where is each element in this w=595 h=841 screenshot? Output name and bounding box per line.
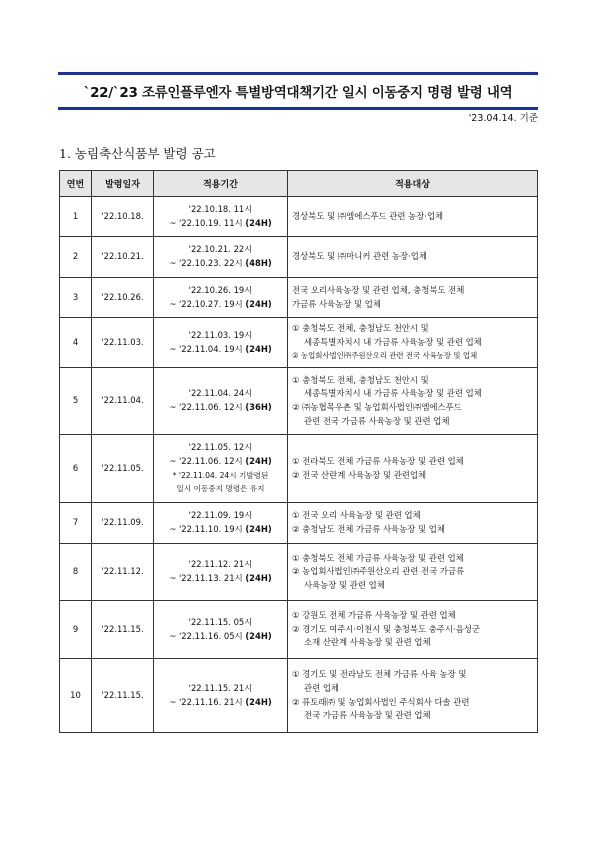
row-target (288, 435, 538, 503)
period-start: '22.11.09. 19시 (188, 510, 253, 521)
period-duration: (24H) (245, 573, 272, 583)
period-end: ~ '22.10.19. 11시 (169, 217, 243, 228)
period-start: '22.11.15. 05시 (188, 616, 253, 627)
period-duration: (24H) (245, 343, 272, 354)
target-line: ① 경기도 및 전라남도 전체 가금류 사육 농장 및 (292, 669, 467, 680)
header-target: 적용대상 (288, 171, 538, 197)
target-line: 경상북도 및 ㈜마니커 관련 농장·업체 (292, 251, 427, 262)
period-end: ~ '22.11.06. 12시 (169, 402, 243, 412)
row-period (154, 197, 288, 237)
target-line: ① 충청북도 전체, 충청남도 천안시 및 (292, 374, 429, 385)
row-target (288, 237, 538, 278)
period-end: ~ '22.10.27. 19시 (169, 298, 243, 309)
row-no: 7 (60, 503, 92, 544)
period-start: '22.11.15. 21시 (188, 682, 253, 693)
table-row (60, 601, 538, 659)
row-date: '22.11.04. (92, 368, 154, 435)
table-row (60, 318, 538, 368)
row-date: '22.11.15. (92, 659, 154, 733)
period-note: * '22.11.04. 24시 기발령된 (172, 470, 269, 480)
section-heading: 1. 농림축산식품부 발령 공고 (59, 146, 216, 161)
table-row (60, 197, 538, 237)
period-start: '22.11.04. 24시 (188, 388, 253, 399)
target-line: 소재 산란계 사육농장 및 관련 업체 (304, 637, 431, 648)
document-title-box (58, 72, 538, 110)
row-target (288, 318, 538, 368)
row-date: '22.11.09. (92, 503, 154, 544)
period-end: ~ '22.10.23. 22시 (169, 258, 243, 268)
row-period (154, 237, 288, 278)
row-date: '22.11.03. (92, 318, 154, 368)
target-line: ① 전국 오리 사육농장 및 관련 업체 (292, 510, 421, 521)
target-line: ① 강원도 전체 가금류 사육농장 및 관련 업체 (292, 610, 456, 621)
target-line: ② 충청남도 전체 가금류 사육농장 및 업체 (292, 524, 445, 534)
row-target (288, 659, 538, 733)
table-row (60, 659, 538, 733)
row-period (154, 318, 288, 368)
row-target (288, 601, 538, 659)
row-period (154, 503, 288, 544)
target-line: 세종특별자치시 내 가금류 사육농장 및 관련 업체 (304, 388, 482, 399)
table-row (60, 278, 538, 318)
period-duration: (36H) (245, 402, 272, 412)
target-line: 전국 가금류 사육농장 및 관련 업체 (304, 710, 431, 721)
target-line: ② 경기도 여주시·이천시 및 충청북도 충주시·음성군 (292, 623, 480, 634)
target-line: 세종특별자치시 내 가금류 사육농장 및 관련 업체 (304, 336, 482, 347)
period-end: ~ '22.11.13. 21시 (169, 573, 243, 583)
row-target (288, 197, 538, 237)
row-target (288, 368, 538, 435)
row-no: 3 (60, 278, 92, 318)
row-date: '22.10.18. (92, 197, 154, 237)
row-period (154, 659, 288, 733)
target-line: 관련 업체 (304, 682, 340, 693)
table-row (60, 237, 538, 278)
row-date: '22.10.26. (92, 278, 154, 318)
row-period (154, 435, 288, 503)
target-line: ② 전국 산란계 사육농장 및 관련업체 (292, 469, 427, 480)
target-line: 관련 전국 가금류 사육농장 및 관련 업체 (304, 415, 450, 426)
row-no: 9 (60, 601, 92, 659)
period-duration: (24H) (245, 455, 272, 466)
row-no: 8 (60, 544, 92, 601)
row-target (288, 278, 538, 318)
row-date: '22.10.21. (92, 237, 154, 278)
period-start: '22.11.05. 12시 (188, 442, 253, 453)
document-title: `22/`23 조류인플루엔자 특별방역대책기간 일시 이동중지 명령 발령 내역 (83, 85, 513, 101)
target-line: ① 충청북도 전체, 충청남도 천안시 및 (292, 323, 429, 334)
period-start: '22.11.12. 21시 (188, 559, 253, 570)
table-row (60, 435, 538, 503)
target-line: 전국 오리사육농장 및 관련 업체, 충청북도 전체 (292, 284, 465, 295)
period-end: ~ '22.11.10. 19시 (169, 524, 243, 534)
period-end: ~ '22.11.16. 05시 (169, 630, 243, 641)
row-no: 2 (60, 237, 92, 278)
target-line: 사육농장 및 관련 업체 (304, 579, 385, 590)
row-period (154, 601, 288, 659)
period-duration: (24H) (245, 217, 272, 228)
reference-date: '23.04.14. 기준 (468, 113, 538, 124)
row-no: 10 (60, 659, 92, 733)
period-start: '22.10.18. 11시 (188, 203, 253, 214)
row-period (154, 544, 288, 601)
target-line: ② 농업회사법인㈜주원산오리 관련 전국 사육농장 및 업체 (292, 351, 478, 361)
row-period (154, 368, 288, 435)
target-line: ② ㈜농협목우촌 및 농업회사법인㈜엠에스푸드 (292, 402, 462, 412)
target-line: ② 퓨토래㈜ 및 농업회사법인 주식회사 다솔 관련 (292, 696, 470, 707)
row-date: '22.11.15. (92, 601, 154, 659)
row-no: 5 (60, 368, 92, 435)
period-duration: (24H) (245, 696, 272, 707)
target-line: ① 전라북도 전체 가금류 사육농장 및 관련 업체 (292, 455, 464, 466)
target-line: ① 충청북도 전체 가금류 사육농장 및 관련 업체 (292, 552, 464, 563)
period-duration: (24H) (245, 630, 272, 641)
table-row (60, 503, 538, 544)
table-header-row (60, 171, 538, 197)
row-date: '22.11.05. (92, 435, 154, 503)
header-date: 발령일자 (92, 171, 154, 197)
row-no: 6 (60, 435, 92, 503)
row-target (288, 503, 538, 544)
row-period (154, 278, 288, 318)
period-start: '22.10.21. 22시 (188, 244, 253, 255)
order-table (59, 170, 538, 733)
period-duration: (24H) (245, 524, 272, 534)
period-duration: (48H) (245, 258, 272, 268)
period-end: ~ '22.11.04. 19시 (169, 343, 243, 354)
period-start: '22.10.26. 19시 (188, 284, 253, 295)
table-row (60, 544, 538, 601)
target-line: 경상북도 및 ㈜엠에스푸드 관련 농장·업체 (292, 210, 444, 221)
target-line: 가금류 사육농장 및 업체 (292, 298, 381, 309)
row-date: '22.11.12. (92, 544, 154, 601)
period-end: ~ '22.11.16. 21시 (169, 696, 243, 707)
period-duration: (24H) (245, 298, 272, 309)
period-note: 일시 이동중지 명령은 유지 (176, 484, 265, 494)
table-row (60, 368, 538, 435)
header-no: 연번 (60, 171, 92, 197)
row-no: 4 (60, 318, 92, 368)
row-target (288, 544, 538, 601)
row-no: 1 (60, 197, 92, 237)
header-period: 적용기간 (154, 171, 288, 197)
target-line: ② 농업회사법인㈜주원산오리 관련 전국 가금류 (292, 566, 465, 577)
period-end: ~ '22.11.06. 12시 (169, 455, 243, 466)
period-start: '22.11.03. 19시 (188, 329, 253, 340)
